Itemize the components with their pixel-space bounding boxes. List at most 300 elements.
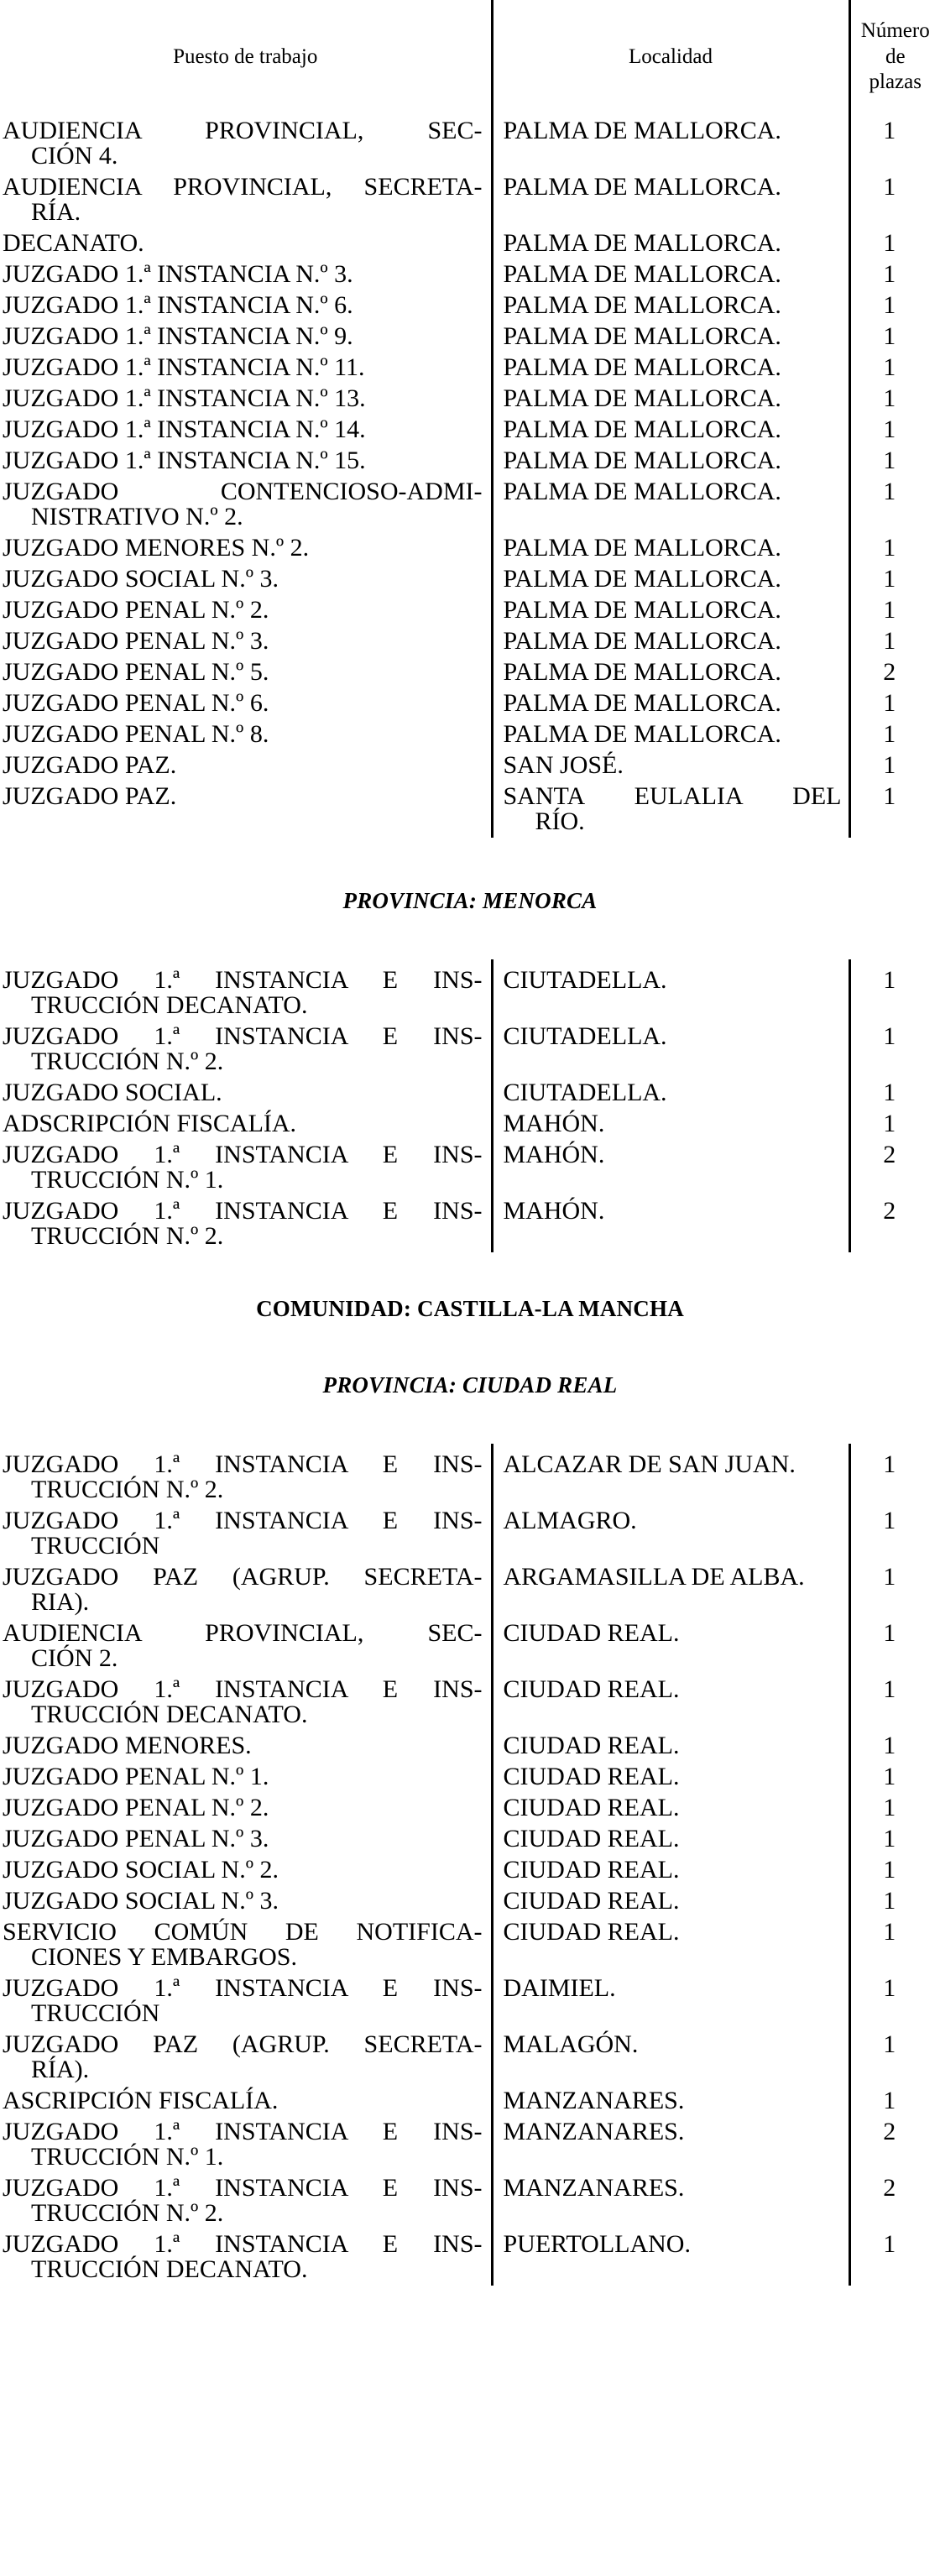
cell-line-primary: DECANATO. (3, 228, 144, 257)
cell-line-primary: ALMAGRO. (503, 1506, 637, 1534)
cell-numero-plazas: 1 (849, 1824, 940, 1855)
cell-line-continuation: CIÓN 2. (31, 1643, 118, 1672)
cell-localidad (492, 1855, 849, 1886)
cell-line-continuation: RÍA. (31, 197, 81, 226)
table-row[interactable] (0, 959, 940, 1022)
cell-line-primary: JUZGADO MENORES. (3, 1731, 252, 1759)
cell-puesto-de-trabajo (0, 259, 492, 290)
table-row[interactable] (0, 2229, 940, 2286)
cell-line-primary: JUZGADO SOCIAL N.º 2. (3, 1855, 279, 1884)
cell-line-continuation: TRUCCIÓN N.º 2. (31, 1475, 224, 1503)
cell-line-primary: JUZGADO SOCIAL. (3, 1078, 222, 1106)
cell-localidad (492, 1140, 849, 1196)
cell-numero-plazas: 1 (849, 321, 940, 353)
cell-numero-plazas: 1 (849, 1917, 940, 1973)
cell-localidad (492, 781, 849, 838)
cell-localidad (492, 1793, 849, 1824)
cell-localidad (492, 477, 849, 533)
cell-line-continuation: TRUCCIÓN N.º 2. (31, 1047, 224, 1075)
cell-line-primary: DAIMIEL. (503, 1973, 616, 2002)
cell-line-primary: JUZGADO 1.ª INSTANCIA N.º 14. (3, 415, 366, 443)
cell-line-primary: CIUDAD REAL. (503, 1824, 680, 1852)
cell-line-primary: PALMA DE MALLORCA. (503, 719, 781, 748)
cell-puesto-de-trabajo (0, 321, 492, 353)
cell-puesto-de-trabajo (0, 1506, 492, 1562)
cell-puesto-de-trabajo (0, 564, 492, 595)
cell-line-primary: MAHÓN. (503, 1140, 605, 1168)
cell-puesto-de-trabajo (0, 1675, 492, 1731)
cell-line-primary: CIUDAD REAL. (503, 1762, 680, 1790)
cell-numero-plazas: 1 (849, 477, 940, 533)
cell-line-primary: JUZGADO 1.ª INSTANCIA E INS- (3, 965, 483, 994)
cell-line-primary: JUZGADO 1.ª INSTANCIA E INS- (3, 2117, 483, 2145)
cell-line-primary: PALMA DE MALLORCA. (503, 595, 781, 624)
cell-numero-plazas: 1 (849, 626, 940, 657)
cell-puesto-de-trabajo (0, 228, 492, 259)
cell-line-primary: PALMA DE MALLORCA. (503, 384, 781, 412)
cell-line-primary: AUDIENCIA PROVINCIAL, SEC- (3, 1618, 483, 1647)
cell-localidad (492, 1762, 849, 1793)
cell-puesto-de-trabajo (0, 1109, 492, 1140)
cell-line-primary: JUZGADO 1.ª INSTANCIA E INS- (3, 1196, 483, 1225)
cell-localidad (492, 172, 849, 228)
cell-puesto-de-trabajo (0, 1973, 492, 2030)
positions-table (0, 1444, 940, 2286)
cell-puesto-de-trabajo (0, 533, 492, 564)
table-body (0, 959, 940, 1252)
cell-line-continuation: TRUCCIÓN DECANATO. (31, 2255, 308, 2283)
cell-numero-plazas: 2 (849, 657, 940, 688)
cell-puesto-de-trabajo (0, 477, 492, 533)
cell-numero-plazas: 1 (849, 1675, 940, 1731)
table-row[interactable] (0, 2030, 940, 2086)
cell-line-primary: JUZGADO PENAL N.º 1. (3, 1762, 269, 1790)
cell-numero-plazas: 1 (849, 1793, 940, 1824)
cell-localidad (492, 750, 849, 781)
cell-line-primary: PALMA DE MALLORCA. (503, 172, 781, 201)
cell-numero-plazas: 1 (849, 719, 940, 750)
table-row[interactable] (0, 477, 940, 533)
cell-localidad (492, 446, 849, 477)
cell-line-primary: PALMA DE MALLORCA. (503, 321, 781, 350)
table-row[interactable] (0, 657, 940, 688)
cell-puesto-de-trabajo (0, 1824, 492, 1855)
column-header-line: plazas (869, 71, 922, 93)
cell-numero-plazas: 2 (849, 1140, 940, 1196)
cell-numero-plazas: 1 (849, 446, 940, 477)
cell-line-continuation: RIA). (31, 1587, 90, 1616)
cell-line-primary: JUZGADO PAZ (AGRUP. SECRETA- (3, 1562, 483, 1591)
cell-line-primary: CIUDAD REAL. (503, 1855, 680, 1884)
cell-numero-plazas: 1 (849, 1506, 940, 1562)
cell-line-continuation: TRUCCIÓN (31, 1999, 160, 2027)
cell-line-primary: SERVICIO COMÚN DE NOTIFICA- (3, 1917, 483, 1946)
table-row[interactable] (0, 1444, 940, 1506)
cell-line-primary: JUZGADO SOCIAL N.º 3. (3, 564, 279, 593)
cell-line-primary: MAHÓN. (503, 1196, 605, 1225)
cell-line-primary: CIUTADELLA. (503, 1022, 667, 1050)
cell-numero-plazas: 1 (849, 1855, 940, 1886)
cell-localidad (492, 1731, 849, 1762)
cell-line-primary: PALMA DE MALLORCA. (503, 415, 781, 443)
provincia-heading: PROVINCIA: CIUDAD REAL (322, 1372, 618, 1398)
cell-line-primary: JUZGADO PENAL N.º 6. (3, 688, 269, 717)
cell-line-primary: CIUDAD REAL. (503, 1886, 680, 1915)
cell-numero-plazas: 1 (849, 1762, 940, 1793)
table-row[interactable] (0, 1078, 940, 1109)
cell-line-primary: PALMA DE MALLORCA. (503, 688, 781, 717)
table-row[interactable] (0, 533, 940, 564)
cell-puesto-de-trabajo (0, 750, 492, 781)
table-row[interactable] (0, 290, 940, 321)
cell-localidad (492, 626, 849, 657)
cell-line-primary: JUZGADO 1.ª INSTANCIA N.º 15. (3, 446, 366, 474)
cell-localidad (492, 1078, 849, 1109)
cell-puesto-de-trabajo (0, 626, 492, 657)
cell-numero-plazas: 1 (849, 533, 940, 564)
cell-numero-plazas: 1 (849, 781, 940, 838)
cell-line-primary: PALMA DE MALLORCA. (503, 446, 781, 474)
cell-line-primary: JUZGADO PENAL N.º 5. (3, 657, 269, 686)
cell-line-primary: JUZGADO 1.ª INSTANCIA E INS- (3, 2173, 483, 2202)
cell-numero-plazas: 1 (849, 1973, 940, 2030)
table-row[interactable] (0, 1562, 940, 1618)
cell-line-primary: JUZGADO 1.ª INSTANCIA N.º 6. (3, 290, 353, 319)
table-row[interactable] (0, 750, 940, 781)
cell-localidad (492, 353, 849, 384)
table-row[interactable] (0, 1140, 940, 1196)
cell-line-continuation: NISTRATIVO N.º 2. (31, 502, 243, 530)
column-header-numero-plazas (849, 0, 940, 116)
column-header-line: Número (860, 19, 930, 42)
cell-localidad (492, 2030, 849, 2086)
cell-line-primary: MANZANARES. (503, 2117, 685, 2145)
cell-numero-plazas: 1 (849, 564, 940, 595)
cell-line-continuation: RÍA). (31, 2055, 90, 2083)
cell-localidad (492, 2086, 849, 2117)
cell-line-primary: PALMA DE MALLORCA. (503, 228, 781, 257)
cell-numero-plazas: 1 (849, 353, 940, 384)
table-row[interactable] (0, 688, 940, 719)
positions-table (0, 959, 940, 1252)
cell-numero-plazas: 1 (849, 1109, 940, 1140)
cell-line-primary: PUERTOLLANO. (503, 2229, 691, 2258)
cell-localidad (492, 564, 849, 595)
cell-numero-plazas: 1 (849, 290, 940, 321)
cell-numero-plazas: 2 (849, 1196, 940, 1252)
cell-line-primary: JUZGADO PENAL N.º 3. (3, 626, 269, 655)
cell-localidad (492, 1109, 849, 1140)
cell-line-continuation: TRUCCIÓN DECANATO. (31, 990, 308, 1019)
cell-line-primary: PALMA DE MALLORCA. (503, 290, 781, 319)
cell-line-primary: JUZGADO MENORES N.º 2. (3, 533, 310, 562)
cell-line-continuation: CIONES Y EMBARGOS. (31, 1942, 297, 1971)
table-row[interactable] (0, 415, 940, 446)
table-row[interactable] (0, 172, 940, 228)
cell-line-primary: SAN JOSÉ. (503, 750, 624, 779)
cell-line-primary: ADSCRIPCIÓN FISCALÍA. (3, 1109, 297, 1137)
cell-puesto-de-trabajo (0, 781, 492, 838)
table-body (0, 116, 940, 838)
table-row[interactable] (0, 1618, 940, 1675)
cell-puesto-de-trabajo (0, 172, 492, 228)
table-row[interactable] (0, 353, 940, 384)
cell-localidad (492, 2229, 849, 2286)
cell-line-primary: SANTA EULALIA DEL (503, 781, 842, 810)
cell-numero-plazas: 2 (849, 2117, 940, 2173)
table-row[interactable] (0, 2117, 940, 2173)
cell-localidad (492, 228, 849, 259)
table-header-row (0, 0, 940, 116)
cell-numero-plazas: 1 (849, 415, 940, 446)
cell-puesto-de-trabajo (0, 1855, 492, 1886)
cell-puesto-de-trabajo (0, 959, 492, 1022)
cell-localidad (492, 1506, 849, 1562)
table-row[interactable] (0, 228, 940, 259)
cell-line-primary: PALMA DE MALLORCA. (503, 477, 781, 505)
table-row[interactable] (0, 384, 940, 415)
cell-line-continuation: TRUCCIÓN DECANATO. (31, 1700, 308, 1728)
cell-numero-plazas: 1 (849, 259, 940, 290)
cell-puesto-de-trabajo (0, 290, 492, 321)
cell-puesto-de-trabajo (0, 595, 492, 626)
cell-localidad (492, 1675, 849, 1731)
cell-line-primary: PALMA DE MALLORCA. (503, 353, 781, 381)
table-row[interactable] (0, 2173, 940, 2229)
cell-localidad (492, 2173, 849, 2229)
cell-puesto-de-trabajo (0, 1562, 492, 1618)
cell-numero-plazas: 2 (849, 2173, 940, 2229)
cell-line-primary: JUZGADO CONTENCIOSO-ADMI- (3, 477, 483, 505)
table-row[interactable] (0, 2086, 940, 2117)
table-row[interactable] (0, 1196, 940, 1252)
cell-puesto-de-trabajo (0, 2086, 492, 2117)
cell-puesto-de-trabajo (0, 1140, 492, 1196)
column-header-puesto: Puesto de trabajo (173, 44, 318, 68)
cell-line-primary: JUZGADO PENAL N.º 2. (3, 1793, 269, 1821)
cell-line-primary: CIUTADELLA. (503, 965, 667, 994)
cell-line-continuation: TRUCCIÓN N.º 2. (31, 1221, 224, 1250)
cell-numero-plazas: 1 (849, 1731, 940, 1762)
comunidad-heading: COMUNIDAD: CASTILLA-LA MANCHA (256, 1295, 684, 1321)
table-row[interactable] (0, 1731, 940, 1762)
table-row[interactable] (0, 446, 940, 477)
table-row[interactable] (0, 116, 940, 172)
cell-puesto-de-trabajo (0, 1618, 492, 1675)
cell-puesto-de-trabajo (0, 1793, 492, 1824)
table-row[interactable] (0, 1973, 940, 2030)
cell-numero-plazas: 1 (849, 172, 940, 228)
table-row[interactable] (0, 1109, 940, 1140)
cell-line-primary: JUZGADO SOCIAL N.º 3. (3, 1886, 279, 1915)
table-row[interactable] (0, 1917, 940, 1973)
cell-puesto-de-trabajo (0, 353, 492, 384)
cell-line-primary: PALMA DE MALLORCA. (503, 564, 781, 593)
cell-puesto-de-trabajo (0, 1078, 492, 1109)
cell-localidad (492, 1562, 849, 1618)
cell-line-primary: ALCAZAR DE SAN JUAN. (503, 1450, 796, 1478)
cell-localidad (492, 1618, 849, 1675)
cell-line-primary: PALMA DE MALLORCA. (503, 626, 781, 655)
cell-line-primary: JUZGADO 1.ª INSTANCIA N.º 3. (3, 259, 353, 288)
cell-line-continuation: TRUCCIÓN (31, 1531, 160, 1560)
cell-localidad (492, 116, 849, 172)
cell-line-continuation: TRUCCIÓN N.º 1. (31, 1165, 224, 1194)
cell-line-primary: CIUDAD REAL. (503, 1618, 680, 1647)
cell-localidad (492, 1022, 849, 1078)
cell-puesto-de-trabajo (0, 1731, 492, 1762)
cell-line-continuation: TRUCCIÓN N.º 1. (31, 2142, 224, 2171)
cell-line-primary: JUZGADO 1.ª INSTANCIA E INS- (3, 1973, 483, 2002)
table-row[interactable] (0, 1762, 940, 1793)
cell-numero-plazas: 1 (849, 1078, 940, 1109)
cell-line-primary: CIUDAD REAL. (503, 1793, 680, 1821)
cell-line-primary: JUZGADO 1.ª INSTANCIA N.º 13. (3, 384, 366, 412)
cell-line-primary: JUZGADO 1.ª INSTANCIA N.º 11. (3, 353, 365, 381)
cell-line-continuation: CIÓN 4. (31, 141, 118, 170)
positions-table (0, 0, 940, 838)
cell-localidad (492, 657, 849, 688)
cell-numero-plazas: 1 (849, 1444, 940, 1506)
cell-line-primary: JUZGADO 1.ª INSTANCIA E INS- (3, 1675, 483, 1703)
cell-line-primary: JUZGADO PAZ (AGRUP. SECRETA- (3, 2030, 483, 2058)
cell-puesto-de-trabajo (0, 116, 492, 172)
cell-puesto-de-trabajo (0, 657, 492, 688)
cell-localidad (492, 595, 849, 626)
cell-puesto-de-trabajo (0, 2173, 492, 2229)
cell-puesto-de-trabajo (0, 415, 492, 446)
table-row[interactable] (0, 1855, 940, 1886)
cell-numero-plazas: 1 (849, 1886, 940, 1917)
table-row[interactable] (0, 1793, 940, 1824)
table-row[interactable] (0, 1886, 940, 1917)
cell-localidad (492, 290, 849, 321)
cell-line-primary: PALMA DE MALLORCA. (503, 116, 781, 144)
cell-line-primary: MAHÓN. (503, 1109, 605, 1137)
cell-line-primary: PALMA DE MALLORCA. (503, 259, 781, 288)
cell-line-primary: JUZGADO PENAL N.º 8. (3, 719, 269, 748)
cell-puesto-de-trabajo (0, 1886, 492, 1917)
cell-line-primary: JUZGADO 1.ª INSTANCIA E INS- (3, 2229, 483, 2258)
cell-localidad (492, 321, 849, 353)
cell-localidad (492, 415, 849, 446)
table-row[interactable] (0, 321, 940, 353)
cell-localidad (492, 533, 849, 564)
cell-numero-plazas: 1 (849, 959, 940, 1022)
cell-puesto-de-trabajo (0, 384, 492, 415)
cell-localidad (492, 259, 849, 290)
cell-line-primary: PALMA DE MALLORCA. (503, 657, 781, 686)
cell-puesto-de-trabajo (0, 2030, 492, 2086)
table-row[interactable] (0, 719, 940, 750)
table-row[interactable] (0, 781, 940, 838)
cell-puesto-de-trabajo (0, 2117, 492, 2173)
cell-line-primary: ARGAMASILLA DE ALBA. (503, 1562, 805, 1591)
cell-localidad (492, 719, 849, 750)
cell-numero-plazas: 1 (849, 1562, 940, 1618)
cell-line-primary: JUZGADO PAZ. (3, 781, 177, 810)
cell-localidad (492, 1444, 849, 1506)
cell-numero-plazas: 1 (849, 228, 940, 259)
cell-numero-plazas: 1 (849, 2086, 940, 2117)
cell-puesto-de-trabajo (0, 1444, 492, 1506)
cell-line-primary: AUDIENCIA PROVINCIAL, SECRETA- (3, 172, 483, 201)
cell-puesto-de-trabajo (0, 1022, 492, 1078)
cell-localidad (492, 1886, 849, 1917)
cell-line-primary: CIUDAD REAL. (503, 1731, 680, 1759)
table-row[interactable] (0, 1022, 940, 1078)
provincia-heading: PROVINCIA: MENORCA (342, 887, 598, 913)
cell-line-primary: JUZGADO PENAL N.º 2. (3, 595, 269, 624)
cell-localidad (492, 688, 849, 719)
cell-puesto-de-trabajo (0, 1917, 492, 1973)
cell-line-primary: JUZGADO 1.ª INSTANCIA E INS- (3, 1450, 483, 1478)
cell-localidad (492, 1917, 849, 1973)
cell-puesto-de-trabajo (0, 688, 492, 719)
cell-line-primary: ASCRIPCIÓN FISCALÍA. (3, 2086, 279, 2114)
table-header (0, 0, 940, 116)
cell-puesto-de-trabajo (0, 1196, 492, 1252)
cell-numero-plazas: 1 (849, 1022, 940, 1078)
cell-localidad (492, 1824, 849, 1855)
cell-puesto-de-trabajo (0, 2229, 492, 2286)
cell-numero-plazas: 1 (849, 2030, 940, 2086)
table-row[interactable] (0, 1675, 940, 1731)
cell-localidad (492, 2117, 849, 2173)
cell-puesto-de-trabajo (0, 1762, 492, 1793)
table-row[interactable] (0, 1824, 940, 1855)
cell-numero-plazas: 1 (849, 2229, 940, 2286)
cell-line-primary: CIUDAD REAL. (503, 1675, 680, 1703)
cell-line-primary: JUZGADO PENAL N.º 3. (3, 1824, 269, 1852)
cell-line-primary: AUDIENCIA PROVINCIAL, SEC- (3, 116, 483, 144)
cell-line-primary: PALMA DE MALLORCA. (503, 533, 781, 562)
cell-localidad (492, 384, 849, 415)
table-row[interactable] (0, 626, 940, 657)
column-header-line: de (885, 44, 906, 68)
column-header-localidad: Localidad (492, 0, 849, 116)
cell-numero-plazas: 1 (849, 116, 940, 172)
cell-line-continuation: RÍO. (535, 807, 585, 835)
cell-line-primary: JUZGADO 1.ª INSTANCIA E INS- (3, 1506, 483, 1534)
cell-line-primary: MALAGÓN. (503, 2030, 639, 2058)
cell-localidad (492, 1973, 849, 2030)
cell-line-primary: CIUDAD REAL. (503, 1917, 680, 1946)
cell-numero-plazas: 1 (849, 384, 940, 415)
cell-line-primary: CIUTADELLA. (503, 1078, 667, 1106)
table-row[interactable] (0, 564, 940, 595)
cell-puesto-de-trabajo (0, 446, 492, 477)
cell-numero-plazas: 1 (849, 750, 940, 781)
cell-numero-plazas: 1 (849, 688, 940, 719)
cell-line-primary: JUZGADO PAZ. (3, 750, 177, 779)
cell-line-primary: JUZGADO 1.ª INSTANCIA E INS- (3, 1140, 483, 1168)
cell-line-continuation: TRUCCIÓN N.º 2. (31, 2198, 224, 2227)
cell-puesto-de-trabajo (0, 719, 492, 750)
table-row[interactable] (0, 259, 940, 290)
cell-numero-plazas: 1 (849, 595, 940, 626)
cell-line-primary: MANZANARES. (503, 2173, 685, 2202)
cell-line-primary: JUZGADO 1.ª INSTANCIA N.º 9. (3, 321, 353, 350)
table-row[interactable] (0, 1506, 940, 1562)
table-body (0, 1444, 940, 2286)
cell-line-primary: JUZGADO 1.ª INSTANCIA E INS- (3, 1022, 483, 1050)
cell-localidad (492, 1196, 849, 1252)
cell-line-primary: MANZANARES. (503, 2086, 685, 2114)
cell-numero-plazas: 1 (849, 1618, 940, 1675)
table-row[interactable] (0, 595, 940, 626)
cell-localidad (492, 959, 849, 1022)
